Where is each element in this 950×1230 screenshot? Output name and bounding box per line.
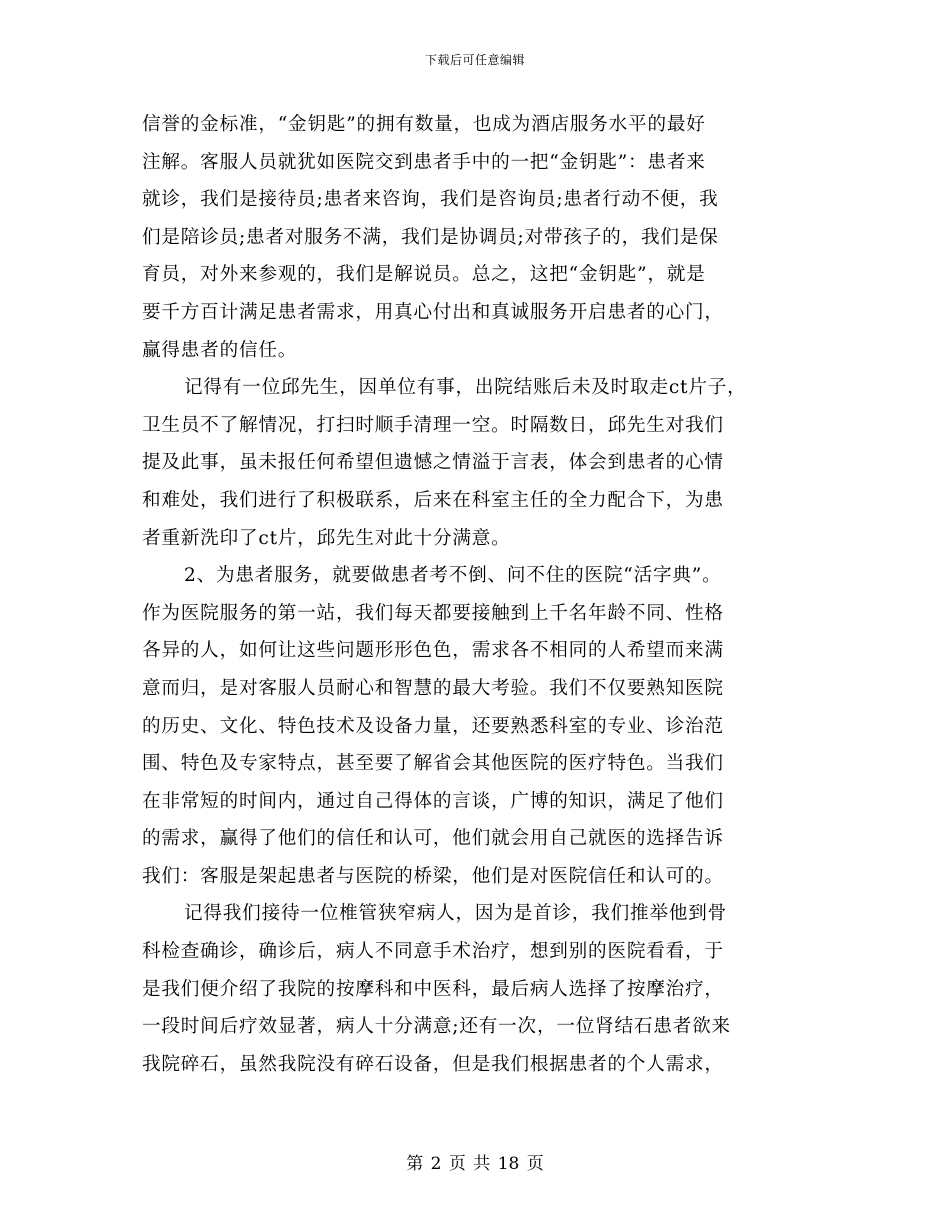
page-number-footer: 第 2 页 共 18 页 xyxy=(406,1154,544,1174)
text-line: 是我们便介绍了我院的按摩科和中医科，最后病人选择了按摩治疗， xyxy=(142,978,724,1000)
text-line: 就诊，我们是接待员;患者来咨询，我们是咨询员;患者行动不便，我 xyxy=(142,189,719,211)
text-line: 卫生员不了解情况，打扫时顺手清理一空。时隔数日，邱先生对我们 xyxy=(142,414,724,436)
text-line: 我们：客服是架起患者与医院的桥梁，他们是对医院信任和认可的。 xyxy=(142,865,724,887)
text-line: 各异的人，如何让这些问题形形色色，需求各不相同的人希望而来满 xyxy=(142,640,724,662)
text-line: 注解。客服人员就犹如医院交到患者手中的一把“金钥匙”：患者来 xyxy=(142,151,706,173)
text-line: 要千方百计满足患者需求，用真心付出和真诚服务开启患者的心门， xyxy=(142,301,724,323)
text-line: 者重新洗印了ct片，邱先生对此十分满意。 xyxy=(142,527,511,549)
text-line: 科检查确诊，确诊后，病人不同意手术治疗，想到别的医院看看，于 xyxy=(142,941,724,963)
text-line: 们是陪诊员;患者对服务不满，我们是协调员;对带孩子的，我们是保 xyxy=(142,226,719,248)
text-line: 作为医院服务的第一站，我们每天都要接触到上千名年龄不同、性格 xyxy=(142,602,724,624)
paragraph-start-line: 记得有一位邱先生，因单位有事，出院结账后未及时取走ct片子， xyxy=(184,377,747,399)
text-line: 育员，对外来参观的，我们是解说员。总之，这把“金钥匙”，就是 xyxy=(142,264,706,286)
document-body xyxy=(142,106,810,1083)
text-line: 赢得患者的信任。 xyxy=(142,339,298,361)
text-line: 信誉的金标准，“金钥匙”的拥有数量，也成为酒店服务水平的最好 xyxy=(142,114,706,135)
text-line: 一段时间后疗效显著，病人十分满意;还有一次，一位肾结石患者欲来 xyxy=(142,1016,731,1038)
text-line: 的需求，赢得了他们的信任和认可，他们就会用自己就医的选择告诉 xyxy=(142,828,724,850)
paragraph-start-line: 2、为患者服务，就要做患者考不倒、问不住的医院“活字典”。 xyxy=(184,565,722,587)
page-header: 下载后可任意编辑 xyxy=(424,53,525,67)
text-line: 在非常短的时间内，通过自己得体的言谈，广博的知识，满足了他们 xyxy=(142,790,724,812)
text-line: 提及此事，虽未报任何希望但遗憾之情溢于言表，体会到患者的心情 xyxy=(142,452,724,474)
text-line: 围、特色及专家特点，甚至要了解省会其他医院的医疗特色。当我们 xyxy=(142,753,724,775)
text-line: 和难处，我们进行了积极联系，后来在科室主任的全力配合下，为患 xyxy=(142,489,724,511)
text-line: 意而归，是对客服人员耐心和智慧的最大考验。我们不仅要熟知医院 xyxy=(142,677,724,699)
text-line: 的历史、文化、特色技术及设备力量，还要熟悉科室的专业、诊治范 xyxy=(142,715,724,737)
text-line: 我院碎石，虽然我院没有碎石设备，但是我们根据患者的个人需求， xyxy=(142,1053,724,1075)
paragraph-start-line: 记得我们接待一位椎管狭窄病人，因为是首诊，我们推举他到骨 xyxy=(184,903,728,925)
